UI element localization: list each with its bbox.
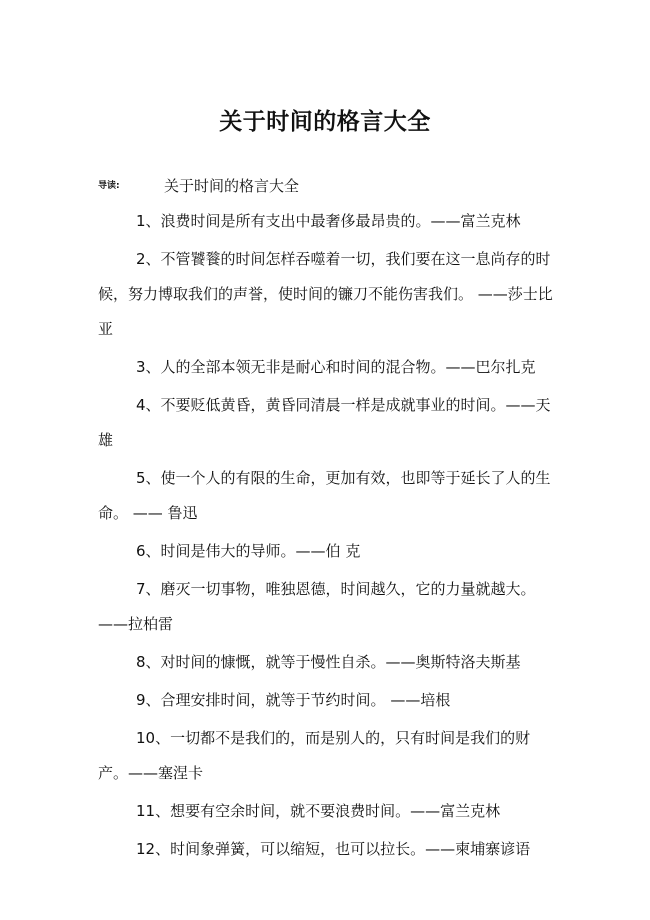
quote-4: 4、不要贬低黄昏，黄昏同清晨一样是成就事业的时间。——天雄	[98, 396, 551, 449]
quote-8: 8、对时间的慷慨，就等于慢性自杀。——奥斯特洛夫斯基	[136, 653, 521, 671]
quote-5: 5、使一个人的有限的生命，更加有效，也即等于延长了人的生命。 —— 鲁迅	[98, 469, 551, 522]
intro-text: 关于时间的格言大全	[164, 177, 300, 195]
quote-7: 7、磨灭一切事物，唯独恩德，时间越久，它的力量就越大。——拉柏雷	[98, 580, 536, 633]
intro-section	[98, 174, 558, 198]
quote-11: 11、想要有空余时间，就不要浪费时间。——富兰克林	[136, 802, 501, 820]
quote-6: 6、时间是伟大的导师。——伯 克	[136, 542, 361, 560]
quote-1: 1、浪费时间是所有支出中最奢侈最昂贵的。——富兰克林	[136, 212, 521, 230]
quote-list	[98, 204, 553, 870]
quote-9: 9、合理安排时间，就等于节约时间。 ——培根	[136, 691, 451, 709]
quote-2: 2、不管饕餮的时间怎样吞噬着一切，我们要在这一息尚存的时候，努力博取我们的声誉，使时间的镰刀不能伤害我们。 ——莎士比亚	[98, 250, 553, 338]
document-title: 关于时间的格言大全	[219, 109, 431, 136]
quote-10: 10、一切都不是我们的，而是别人的，只有时间是我们的财产。——塞涅卡	[98, 729, 531, 782]
quote-3: 3、人的全部本领无非是耐心和时间的混合物。——巴尔扎克	[136, 358, 536, 376]
quote-12: 12、时间象弹簧，可以缩短，也可以拉长。——柬埔寨谚语	[136, 840, 531, 858]
intro-label: 导读:	[98, 181, 120, 191]
